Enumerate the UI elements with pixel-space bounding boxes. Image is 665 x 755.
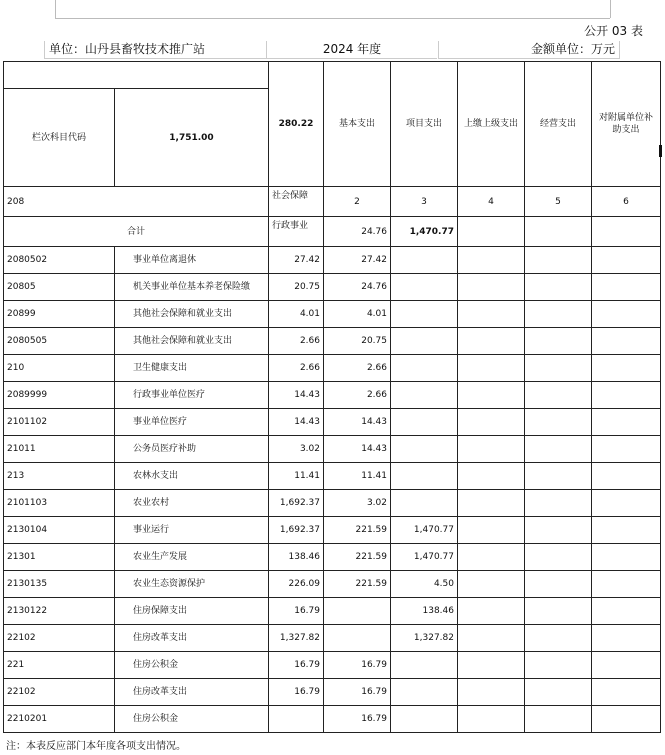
row-subsidy	[592, 436, 661, 463]
sum-subsidy	[592, 217, 661, 247]
row-upper	[458, 328, 525, 355]
row-project: 4.50	[391, 571, 458, 598]
row-project	[391, 328, 458, 355]
row-name: 农业生态资源保护	[115, 571, 269, 598]
row-business	[525, 625, 592, 652]
top-guide-left	[55, 0, 56, 18]
row-total: 2.66	[269, 328, 324, 355]
table-row	[4, 436, 661, 463]
table-row	[4, 247, 661, 274]
row-total: 16.79	[269, 679, 324, 706]
row-basic: 24.76	[324, 274, 391, 301]
top-guide-line	[55, 18, 610, 19]
row-name: 农业农村	[115, 490, 269, 517]
sum-project: 1,470.77	[391, 217, 458, 247]
row-code: 210	[4, 355, 115, 382]
row-name: 住房公积金	[115, 652, 269, 679]
row-project	[391, 409, 458, 436]
row-project	[391, 355, 458, 382]
row-total: 27.42	[269, 247, 324, 274]
row-basic: 3.02	[324, 490, 391, 517]
row-total: 1,692.37	[269, 517, 324, 544]
row-subsidy	[592, 571, 661, 598]
row-name: 农业生产发展	[115, 544, 269, 571]
row-basic: 14.43	[324, 409, 391, 436]
row-business	[525, 517, 592, 544]
row-subsidy	[592, 544, 661, 571]
unit-info-row	[44, 41, 618, 59]
row-basic: 11.41	[324, 463, 391, 490]
row-subsidy	[592, 409, 661, 436]
row-upper	[458, 652, 525, 679]
sum-upper	[458, 217, 525, 247]
row-project	[391, 382, 458, 409]
table-row	[4, 571, 661, 598]
row-code: 221	[4, 652, 115, 679]
col-basic: 基本支出	[324, 62, 391, 187]
row-basic	[324, 625, 391, 652]
col-subsidy: 对附属单位补助支出	[592, 62, 661, 187]
data-rows	[4, 247, 661, 733]
row-code: 2101102	[4, 409, 115, 436]
row-code: 2089999	[4, 382, 115, 409]
col-upper: 上缴上级支出	[458, 62, 525, 187]
unit-name: 单位：山丹县畜牧技术推广站	[44, 41, 269, 59]
row-business	[525, 274, 592, 301]
table-row	[4, 598, 661, 625]
table-row	[4, 544, 661, 571]
row-business	[525, 436, 592, 463]
row-code: 2130135	[4, 571, 115, 598]
row-upper	[458, 436, 525, 463]
row-project	[391, 490, 458, 517]
col-business: 经营支出	[525, 62, 592, 187]
page-edge-mark	[659, 145, 662, 157]
sum-row	[4, 217, 661, 247]
row-project	[391, 679, 458, 706]
row-total: 138.46	[269, 544, 324, 571]
row-business	[525, 598, 592, 625]
column-number-row	[4, 187, 661, 217]
row-code: 21011	[4, 436, 115, 463]
row-subsidy	[592, 274, 661, 301]
row-upper	[458, 274, 525, 301]
col-total: 1,751.00	[115, 89, 269, 187]
row-business	[525, 652, 592, 679]
row-code: 22102	[4, 679, 115, 706]
row-code: 22102	[4, 625, 115, 652]
row-code: 2101103	[4, 490, 115, 517]
table-row	[4, 490, 661, 517]
row-subsidy	[592, 490, 661, 517]
row-business	[525, 409, 592, 436]
table-row	[4, 706, 661, 733]
row-name: 公务员医疗补助	[115, 436, 269, 463]
row-upper	[458, 247, 525, 274]
row-code: 2130122	[4, 598, 115, 625]
table-row	[4, 301, 661, 328]
row-name: 住房保障支出	[115, 598, 269, 625]
row-upper	[458, 571, 525, 598]
row-name: 机关事业单位基本养老保险缴	[115, 274, 269, 301]
table-row	[4, 274, 661, 301]
row-total: 11.41	[269, 463, 324, 490]
row-code: 20899	[4, 301, 115, 328]
col-project: 项目支出	[391, 62, 458, 187]
row-upper	[458, 490, 525, 517]
row-subsidy	[592, 517, 661, 544]
row-code: 2130104	[4, 517, 115, 544]
row-name: 其他社会保障和就业支出	[115, 328, 269, 355]
row-name: 事业单位离退休	[115, 247, 269, 274]
money-unit: 金额单位：万元	[438, 41, 620, 59]
row-total: 16.79	[269, 598, 324, 625]
row-project	[391, 247, 458, 274]
row-total	[269, 706, 324, 733]
table-row	[4, 382, 661, 409]
row-total: 16.79	[269, 652, 324, 679]
row-basic: 16.79	[324, 706, 391, 733]
row-project	[391, 436, 458, 463]
row-basic: 14.43	[324, 436, 391, 463]
row-total: 20.75	[269, 274, 324, 301]
row-upper	[458, 679, 525, 706]
row-code: 2210201	[4, 706, 115, 733]
row-upper	[458, 517, 525, 544]
row-project: 1,327.82	[391, 625, 458, 652]
sum-label: 合计	[4, 217, 269, 247]
row-total: 3.02	[269, 436, 324, 463]
table-row	[4, 625, 661, 652]
row-business	[525, 706, 592, 733]
row-code: 20805	[4, 274, 115, 301]
row-name: 农林水支出	[115, 463, 269, 490]
row-business	[525, 571, 592, 598]
row-business	[525, 247, 592, 274]
row-code: 21301	[4, 544, 115, 571]
row-subsidy	[592, 463, 661, 490]
row-total: 226.09	[269, 571, 324, 598]
row-upper	[458, 463, 525, 490]
row-basic: 27.42	[324, 247, 391, 274]
row-upper	[458, 382, 525, 409]
fiscal-year: 2024 年度	[266, 41, 437, 59]
row-total: 4.01	[269, 301, 324, 328]
row-basic: 20.75	[324, 328, 391, 355]
row-basic: 2.66	[324, 355, 391, 382]
row-total: 1,692.37	[269, 490, 324, 517]
row-total: 2.66	[269, 355, 324, 382]
col-code: 栏次科目代码	[4, 89, 115, 187]
row-business	[525, 463, 592, 490]
row-basic: 221.59	[324, 544, 391, 571]
row-business	[525, 679, 592, 706]
colnum-4: 4	[458, 187, 525, 217]
header-top-blank	[4, 62, 269, 89]
col-basic-total: 280.22	[269, 62, 324, 187]
row-project	[391, 652, 458, 679]
top-guide-right	[610, 0, 611, 18]
table-row	[4, 355, 661, 382]
colnum-5: 5	[525, 187, 592, 217]
row-basic: 16.79	[324, 679, 391, 706]
row-basic: 221.59	[324, 571, 391, 598]
row-subsidy	[592, 247, 661, 274]
row-upper	[458, 706, 525, 733]
table-row	[4, 409, 661, 436]
row-code: 2080505	[4, 328, 115, 355]
row-name: 行政事业单位医疗	[115, 382, 269, 409]
sum-basic-label: 行政事业	[269, 217, 324, 247]
row-subsidy	[592, 355, 661, 382]
colnum-3: 3	[391, 187, 458, 217]
row-business	[525, 382, 592, 409]
row-basic: 16.79	[324, 652, 391, 679]
row-upper	[458, 598, 525, 625]
row-business	[525, 544, 592, 571]
row-business	[525, 301, 592, 328]
row-code: 213	[4, 463, 115, 490]
colnum-code: 208	[4, 187, 269, 217]
row-business	[525, 328, 592, 355]
row-subsidy	[592, 598, 661, 625]
row-code: 2080502	[4, 247, 115, 274]
table-row	[4, 463, 661, 490]
row-upper	[458, 355, 525, 382]
expenditure-table	[3, 61, 661, 733]
form-number: 公开 03 表	[584, 24, 643, 38]
row-project	[391, 706, 458, 733]
table-row	[4, 328, 661, 355]
row-basic: 2.66	[324, 382, 391, 409]
row-business	[525, 490, 592, 517]
row-project: 1,470.77	[391, 517, 458, 544]
sum-business	[525, 217, 592, 247]
row-basic	[324, 598, 391, 625]
row-upper	[458, 625, 525, 652]
table-row	[4, 517, 661, 544]
row-subsidy	[592, 328, 661, 355]
row-subsidy	[592, 679, 661, 706]
row-name: 其他社会保障和就业支出	[115, 301, 269, 328]
row-subsidy	[592, 706, 661, 733]
row-upper	[458, 544, 525, 571]
row-project	[391, 301, 458, 328]
row-basic: 221.59	[324, 517, 391, 544]
row-subsidy	[592, 652, 661, 679]
row-subsidy	[592, 301, 661, 328]
row-upper	[458, 301, 525, 328]
colnum-basic-label: 社会保障	[269, 187, 324, 217]
row-name: 事业单位医疗	[115, 409, 269, 436]
table-row	[4, 679, 661, 706]
row-total: 1,327.82	[269, 625, 324, 652]
colnum-6: 6	[592, 187, 661, 217]
header-top-row	[4, 62, 661, 89]
row-name: 住房改革支出	[115, 625, 269, 652]
row-project: 138.46	[391, 598, 458, 625]
row-upper	[458, 409, 525, 436]
row-name: 卫生健康支出	[115, 355, 269, 382]
row-total: 14.43	[269, 409, 324, 436]
colnum-2: 2	[324, 187, 391, 217]
row-basic: 4.01	[324, 301, 391, 328]
row-subsidy	[592, 625, 661, 652]
row-business	[525, 355, 592, 382]
sum-basic: 24.76	[324, 217, 391, 247]
row-name: 事业运行	[115, 517, 269, 544]
row-subsidy	[592, 382, 661, 409]
row-project	[391, 463, 458, 490]
row-name: 住房公积金	[115, 706, 269, 733]
row-name: 住房改革支出	[115, 679, 269, 706]
footnote: 注：本表反应部门本年度各项支出情况。	[6, 741, 186, 752]
row-project	[391, 274, 458, 301]
table-row	[4, 652, 661, 679]
row-total: 14.43	[269, 382, 324, 409]
row-project: 1,470.77	[391, 544, 458, 571]
